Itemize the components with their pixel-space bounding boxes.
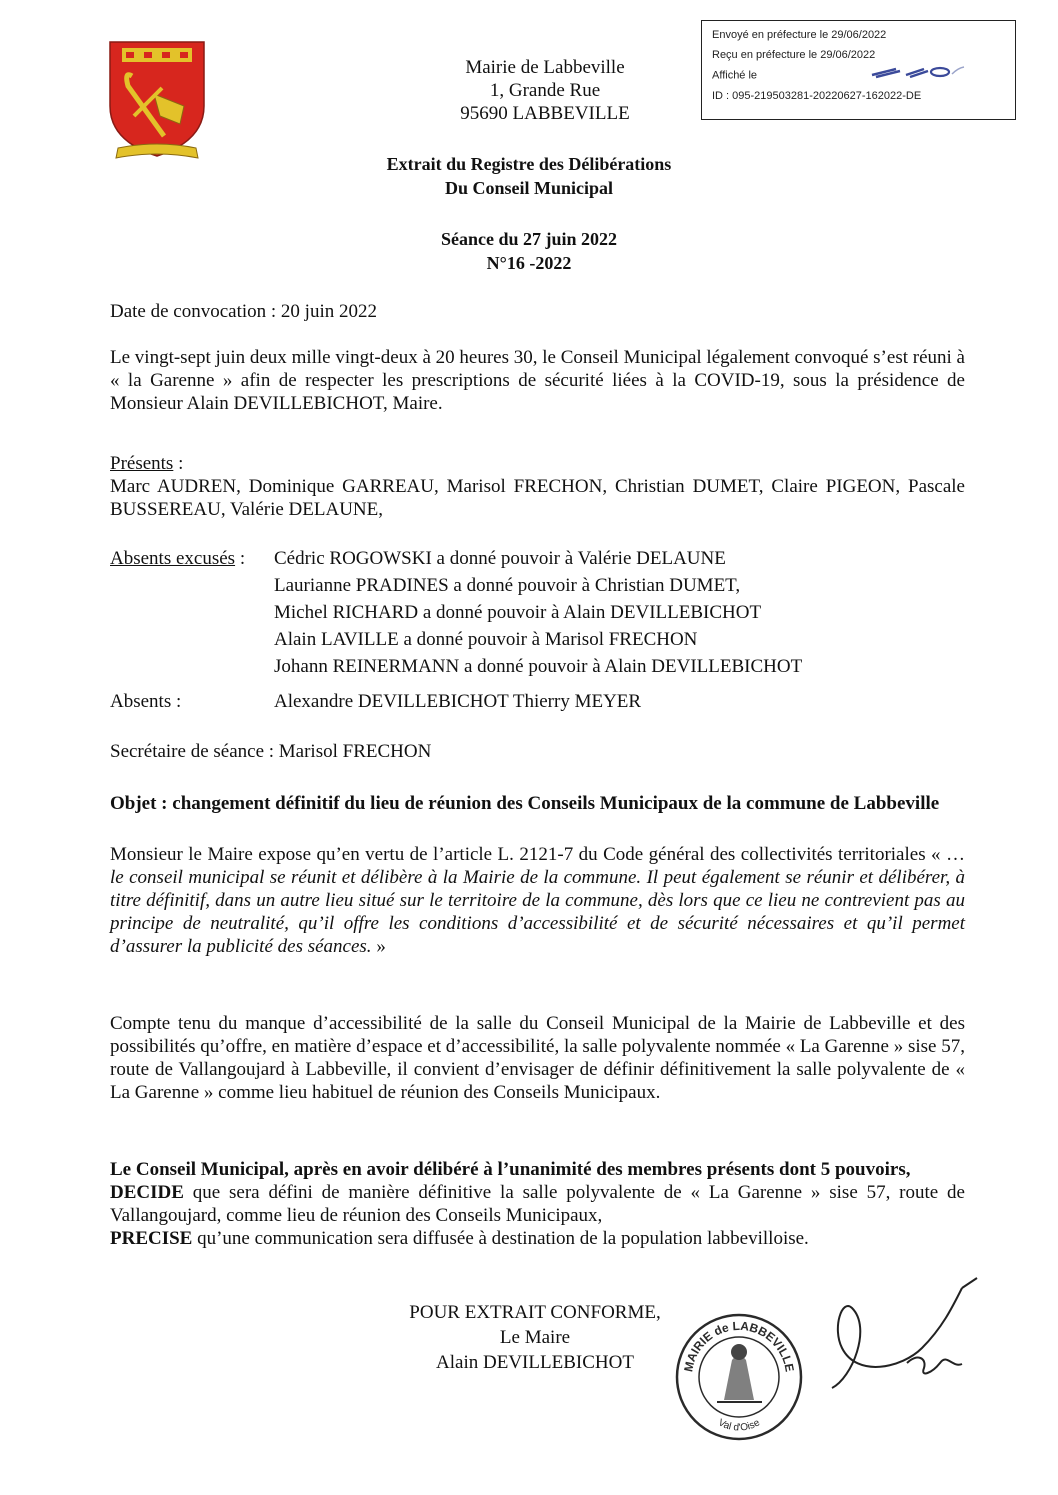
document-title	[0, 152, 1058, 200]
decision-intro: Le Conseil Municipal, après en avoir délibéré à l’unanimité des membres présents dont 5 pouvoirs,	[110, 1159, 911, 1180]
expose-citation: le conseil municipal se réunit et délibère à la Mairie de la commune. Il peut également se réunir et délibérer, à titre définitif, dans un autre lieu situé sur le territoire de la commune, dès lors que ce lieu ne contrevient pas au principe de neutralité, qu’il offre les conditions d’accessibilité et de sécurité nécessaires et qu’il permet d’assurer la publicité des séances.	[110, 867, 965, 957]
seance-title	[0, 227, 1058, 275]
prefecture-stamp-box	[701, 20, 1016, 120]
address-line: Mairie de Labbeville	[465, 57, 625, 78]
list-item: Cédric ROGOWSKI a donné pouvoir à Valérie DELAUNE	[274, 548, 726, 569]
presents-heading	[110, 452, 965, 475]
signature-block	[370, 1300, 700, 1375]
address-line: 95690 LABBEVILLE	[460, 103, 630, 124]
signature-line2: Le Maire	[499, 1327, 571, 1348]
absents-excuses-colon: :	[235, 548, 246, 569]
absents-excuses-heading	[110, 545, 245, 572]
prefecture-affiche-label: Affiché le	[712, 69, 758, 82]
svg-text:Val d'Oise	[716, 1417, 762, 1433]
stamp-text: MAIRIE de LABBEVILLE	[681, 1318, 797, 1373]
expose-end: »	[371, 936, 386, 957]
presents-label: Présents	[110, 453, 174, 474]
signature-line1: POUR EXTRAIT CONFORME,	[409, 1302, 661, 1323]
absents-value: Alexandre DEVILLEBICHOT Thierry MEYER	[274, 691, 642, 712]
prefecture-envoye: Envoyé en préfecture le 29/06/2022	[712, 29, 887, 41]
title-line1: Extrait du Registre des Délibérations	[386, 154, 672, 174]
expose-paragraph	[110, 843, 965, 958]
list-item: Laurianne PRADINES a donné pouvoir à Christian DUMET,	[274, 575, 741, 596]
decide-text: que sera défini de manière définitive la salle polyvalente de « La Garenne » sise 57, route de Vallangoujard, comme lieu de réunion des Conseils Municipaux,	[110, 1182, 965, 1226]
precise-keyword: PRECISE	[110, 1228, 193, 1249]
convocation-date: Date de convocation : 20 juin 2022	[110, 301, 377, 322]
decide-line	[110, 1181, 965, 1227]
precise-line	[110, 1227, 965, 1250]
mairie-stamp-seal	[672, 1310, 806, 1444]
handwritten-signature	[812, 1268, 992, 1408]
presents-colon: :	[173, 453, 184, 474]
compte-tenu-paragraph: Compte tenu du manque d’accessibilité de la salle du Conseil Municipal de la Mairie de Labbeville et des possibilités qu’offre, en matière d’espace et d’accessibilité, la salle polyvalente nommée « La Garenne » sise 57, route de Vallangoujard à Labbeville, il convient d’envisager de définir définitivement la salle polyvalente de « La Garenne » comme lieu habituel de réunion des Conseils Municipaux.	[110, 1013, 965, 1103]
presents-list: Marc AUDREN, Dominique GARREAU, Marisol FRECHON, Christian DUMET, Claire PIGEON, Pascale BUSSEREAU, Valérie DELAUNE,	[110, 476, 965, 520]
expose-start: Monsieur le Maire expose qu’en vertu de l’article L. 2121-7 du Code général des collectivités territoriales « …	[110, 844, 965, 865]
stamp-subtext: Val d'Oise	[716, 1417, 762, 1434]
absents-label: Absents :	[110, 691, 182, 712]
signature-line3: Alain DEVILLEBICHOT	[436, 1352, 634, 1373]
decision-block	[110, 1158, 965, 1250]
precise-text: qu’une communication sera diffusée à destination de la population labbevilloise.	[192, 1228, 809, 1249]
deliberation-number: N°16 -2022	[486, 253, 572, 273]
prefecture-affiche	[712, 65, 1015, 86]
prefecture-id: ID : 095-219503281-20220627-162022-DE	[712, 90, 922, 102]
decide-keyword: DECIDE	[110, 1182, 184, 1203]
absents-excuses-list	[274, 545, 974, 680]
slo-logo-icon	[870, 65, 966, 86]
list-item: Johann REINERMANN a donné pouvoir à Alain DEVILLEBICHOT	[274, 656, 803, 677]
absents-excuses-label: Absents excusés	[110, 548, 236, 569]
coat-of-arms-logo	[104, 36, 210, 164]
objet-heading: Objet : changement définitif du lieu de réunion des Conseils Municipaux de la commune de Labbeville	[110, 793, 940, 814]
seance-date: Séance du 27 juin 2022	[440, 229, 618, 249]
title-line2: Du Conseil Municipal	[444, 178, 614, 198]
prefecture-recu: Reçu en préfecture le 29/06/2022	[712, 49, 876, 61]
secretaire-de-seance: Secrétaire de séance : Marisol FRECHON	[110, 741, 432, 762]
address-line: 1, Grande Rue	[489, 80, 601, 101]
list-item: Alain LAVILLE a donné pouvoir à Marisol FRECHON	[274, 629, 698, 650]
list-item: Michel RICHARD a donné pouvoir à Alain DEVILLEBICHOT	[274, 602, 762, 623]
mairie-address	[438, 56, 652, 125]
intro-paragraph: Le vingt-sept juin deux mille vingt-deux à 20 heures 30, le Conseil Municipal légalement convoqué s’est réuni à « la Garenne » afin de respecter les prescriptions de sécurité liées à la COVID-19, sous la présidence de Monsieur Alain DEVILLEBICHOT, Maire.	[110, 347, 965, 414]
